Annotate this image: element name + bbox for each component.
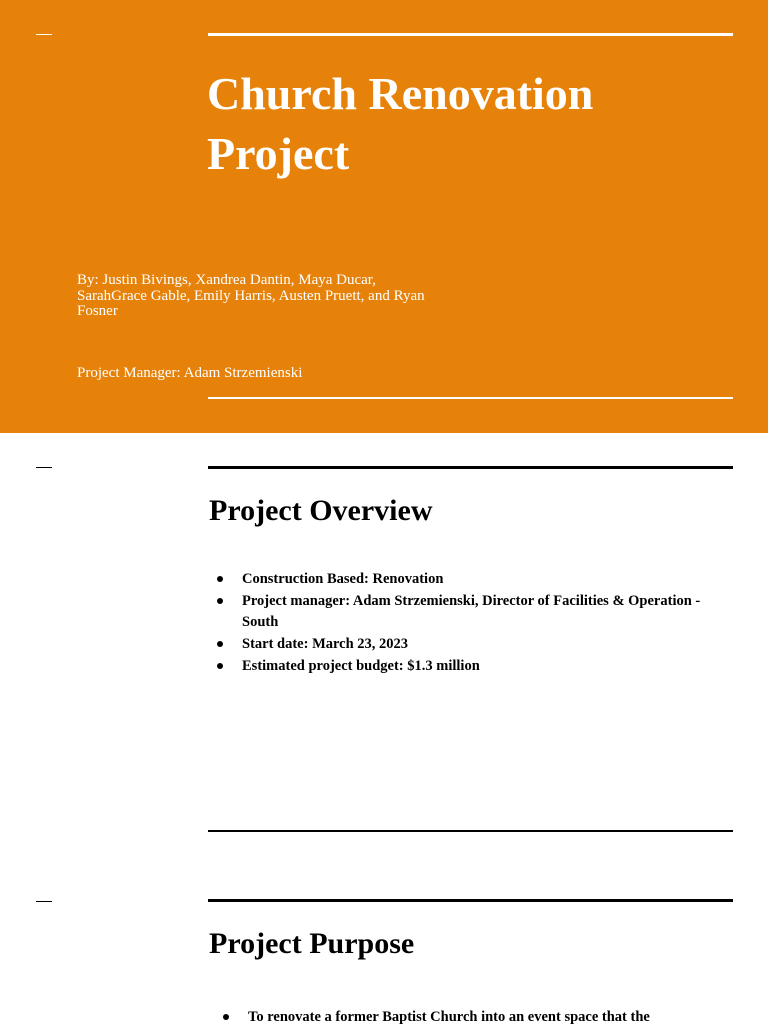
bullet-project-manager: Project manager: Adam Strzemienski, Director of Facilities & Operation - South — [242, 591, 722, 633]
purpose-slide — [0, 867, 768, 1024]
overview-slide — [0, 433, 768, 867]
authors-text: By: Justin Bivings, Xandrea Dantin, Maya Ducar, SarahGrace Gable, Emily Harris, Austen Pruett, and Ryan Fosner — [77, 272, 425, 319]
overview-heading: Project Overview — [209, 494, 433, 527]
presentation-title: Church Renovation Project — [207, 68, 594, 179]
bullet-purpose: To renovate a former Baptist Church into an event space that the — [248, 1007, 718, 1024]
purpose-bullet-list — [248, 1007, 718, 1024]
slide-marker — [36, 467, 52, 468]
top-rule — [208, 466, 733, 469]
bullet-start-date: Start date: March 23, 2023 — [242, 634, 722, 655]
overview-bullet-list — [242, 569, 722, 678]
top-rule — [208, 33, 733, 36]
slide-marker — [36, 901, 52, 902]
bullet-budget: Estimated project budget: $1.3 million — [242, 656, 722, 677]
slide-marker — [36, 34, 52, 35]
purpose-heading: Project Purpose — [209, 927, 415, 960]
bottom-rule — [208, 397, 733, 399]
bottom-rule — [208, 830, 733, 832]
bullet-construction-type: Construction Based: Renovation — [242, 569, 722, 590]
title-slide — [0, 0, 768, 433]
project-manager-text: Project Manager: Adam Strzemienski — [77, 365, 303, 381]
top-rule — [208, 899, 733, 902]
